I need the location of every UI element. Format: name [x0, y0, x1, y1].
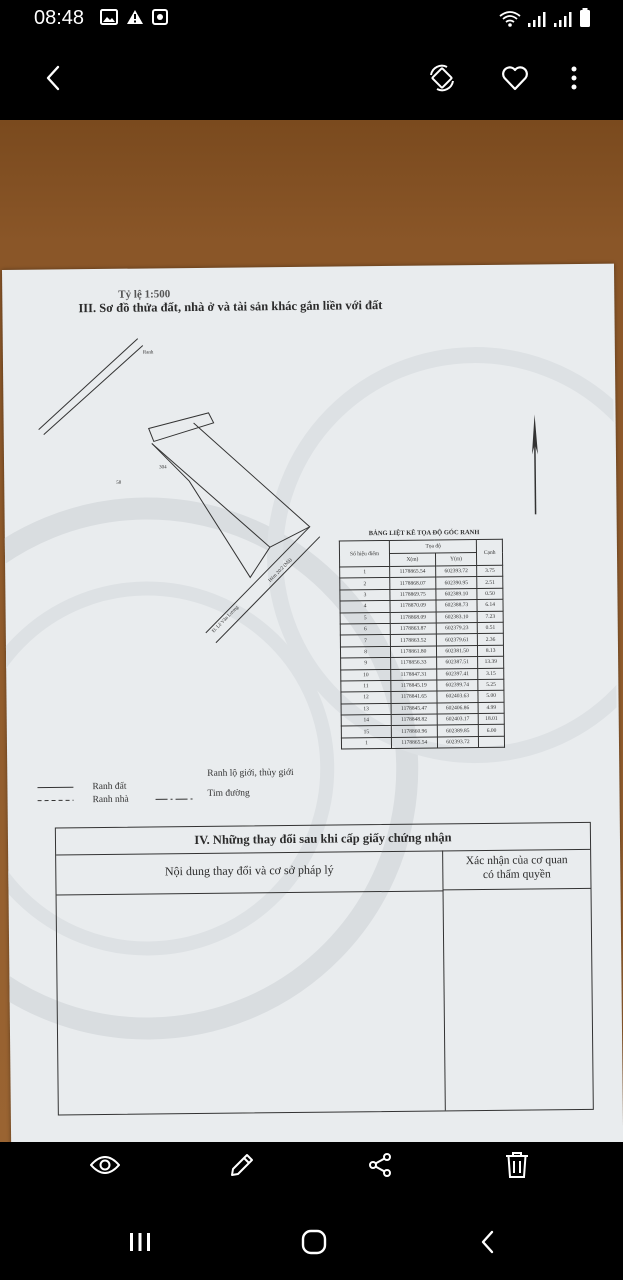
legend-lines [37, 778, 227, 810]
coord-cell-c: 0.51 [478, 622, 504, 634]
section4-title: IV. Những thay đổi sau khi cấp giấy chứng nhận [56, 823, 590, 856]
share-icon [367, 1152, 393, 1178]
wifi-icon [499, 10, 521, 28]
view-details-button[interactable] [81, 1142, 129, 1188]
coordinate-table [339, 539, 505, 750]
coord-cell-y: 602406.86 [437, 702, 479, 714]
north-arrow-icon [528, 414, 543, 514]
coord-cell-x: 1178868.09 [390, 612, 436, 624]
scale-label: Tỷ lệ 1:500 [118, 288, 171, 301]
coord-cell-c: 8.13 [478, 645, 504, 657]
coord-cell-p: 12 [341, 692, 391, 704]
coord-cell-p: 8 [340, 646, 390, 658]
section3-title: III. Sơ đồ thửa đất, nhà ở và tài sản khác gắn liền với đất [78, 298, 383, 316]
coord-cell-y: 602383.10 [436, 611, 478, 623]
coord-header-point: Số hiệu điểm [339, 540, 389, 567]
photo-viewer-image[interactable] [0, 120, 623, 1142]
legend-ranh-nha: Ranh nhà [92, 794, 129, 806]
coord-cell-c: 7.23 [477, 611, 503, 623]
coord-cell-p: 13 [341, 703, 391, 715]
plot-neighbor-label: 58 [116, 480, 122, 486]
section4-divider [443, 890, 446, 1110]
viewer-top-bar [0, 50, 623, 106]
coord-header-coords: Tọa độ [389, 540, 476, 554]
coord-cell-c: 3.75 [477, 565, 503, 577]
plot-alley-label: Hẻm 20/2 (Mã) [268, 557, 294, 584]
coord-cell-y: 602403.63 [437, 691, 479, 703]
coord-cell-p: 9 [341, 658, 391, 670]
section4-col2-line1: Xác nhận của cơ quan [465, 854, 568, 868]
status-time: 08:48 [34, 7, 85, 29]
coord-cell-p: 3 [340, 589, 390, 601]
home-button[interactable] [284, 1212, 344, 1272]
favorite-button[interactable] [491, 50, 539, 106]
coord-cell-y: 602379.61 [436, 634, 478, 646]
document-content [1, 144, 623, 1142]
coord-cell-p: 1 [341, 737, 391, 749]
coord-cell-c: 0.50 [477, 588, 503, 600]
signal-icon-1 [527, 10, 547, 28]
screenshot-notification-icon [152, 9, 168, 25]
more-options-button[interactable] [550, 50, 598, 106]
coord-cell-c: 6.00 [479, 725, 505, 737]
section4-col-confirmation [443, 849, 590, 891]
coord-cell-y: 602397.41 [436, 668, 478, 680]
coord-cell-y: 602393.72 [435, 566, 477, 578]
coord-cell-x: 1178865.54 [392, 737, 438, 749]
section4-col2-line2: có thẩm quyền [482, 868, 551, 881]
coord-cell-p: 10 [341, 669, 391, 681]
rotate-button[interactable] [418, 50, 466, 106]
coordinate-table-title: BẢNG LIỆT KÊ TỌA ĐỘ GÓC RANH [368, 529, 480, 538]
coord-cell-p: 15 [341, 726, 391, 738]
coord-cell-y: 602388.73 [436, 600, 478, 612]
system-navigation-bar [0, 1212, 623, 1272]
share-button[interactable] [356, 1142, 404, 1188]
more-vertical-icon [571, 66, 577, 90]
notification-icons [100, 9, 168, 25]
coord-cell-y: 602390.95 [435, 577, 477, 589]
coord-cell-x: 1178860.96 [391, 725, 437, 737]
coord-cell-p: 5 [340, 612, 390, 624]
coord-cell-x: 1178868.07 [390, 577, 436, 589]
coord-cell-x: 1178861.80 [391, 646, 437, 658]
coord-cell-c: 3.15 [478, 668, 504, 680]
recents-icon [128, 1231, 152, 1253]
delete-button[interactable] [493, 1142, 541, 1188]
coord-cell-x: 1178845.19 [391, 680, 437, 692]
home-icon [301, 1229, 327, 1255]
coord-cell-p: 11 [341, 680, 391, 692]
coord-cell-y: 602389.85 [437, 725, 479, 737]
back-nav-icon [480, 1230, 496, 1254]
heart-icon [501, 65, 529, 91]
legend-tim-duong: Tim đường [207, 788, 250, 799]
coord-cell-x: 1178848.82 [391, 714, 437, 726]
coord-cell-p: 14 [341, 715, 391, 727]
coord-cell-c: 2.36 [478, 634, 504, 646]
pencil-icon [229, 1152, 255, 1178]
coord-cell-c: 13.39 [478, 656, 504, 668]
coord-cell-c: 2.51 [477, 577, 503, 589]
plot-street-label: Đ. Lê Văn Lương [211, 605, 241, 635]
coord-cell-x: 1178856.33 [391, 657, 437, 669]
coord-cell-x: 1178870.09 [390, 600, 436, 612]
coord-cell-c [479, 736, 505, 748]
system-back-button[interactable] [458, 1212, 518, 1272]
coord-cell-x: 1178845.47 [391, 703, 437, 715]
status-bar [0, 0, 623, 38]
section4-table [55, 822, 594, 1116]
legend-ranh-lo-gioi: Ranh lộ giới, thủy giới [207, 767, 294, 779]
coord-header-x: X(m) [390, 553, 436, 566]
system-status-icons [499, 8, 591, 28]
arrow-left-icon [45, 65, 61, 91]
plot-parcel-label: 304 [159, 465, 167, 471]
coord-header-edge: Cạnh [477, 539, 503, 565]
coord-cell-y: 602381.50 [436, 645, 478, 657]
eye-icon [90, 1155, 120, 1175]
coord-cell-c: 6.14 [477, 599, 503, 611]
battery-icon [579, 8, 591, 28]
coord-cell-x: 1178841.65 [391, 691, 437, 703]
viewer-bottom-bar [0, 1142, 623, 1188]
coord-cell-p: 7 [340, 635, 390, 647]
edit-button[interactable] [218, 1142, 266, 1188]
coord-cell-y: 602399.74 [436, 679, 478, 691]
coord-cell-y: 602387.51 [436, 657, 478, 669]
coord-header-y: Y(m) [435, 553, 477, 566]
coord-cell-c: 5.25 [478, 679, 504, 691]
coord-cell-c: 5.00 [478, 691, 504, 703]
rotate-icon [427, 63, 457, 93]
back-button[interactable] [29, 50, 77, 106]
signal-icon-2 [553, 10, 573, 28]
coord-cell-y: 602389.10 [435, 588, 477, 600]
coord-cell-p: 6 [340, 623, 390, 635]
coord-cell-y: 602403.17 [437, 714, 479, 726]
plot-diagram [33, 332, 336, 665]
document-paper [2, 264, 623, 1142]
coord-cell-x: 1178847.31 [391, 668, 437, 680]
trash-icon [505, 1151, 529, 1179]
gallery-notification-icon [100, 9, 118, 25]
recents-button[interactable] [110, 1212, 170, 1272]
coord-cell-x: 1178863.52 [390, 634, 436, 646]
coord-cell-x: 1178869.75 [390, 589, 436, 601]
section4-col-content: Nội dung thay đổi và cơ sở pháp lý [56, 850, 443, 895]
coord-cell-c: 4.99 [478, 702, 504, 714]
coord-cell-p: 2 [340, 578, 390, 590]
coord-table-row [341, 736, 504, 749]
coord-cell-p: 4 [340, 601, 390, 613]
plot-ranh-label: Ranh [142, 350, 154, 356]
coord-cell-y: 602393.72 [437, 736, 479, 748]
coord-cell-p: 1 [340, 566, 390, 578]
coord-cell-x: 1178863.87 [390, 623, 436, 635]
legend-ranh-dat: Ranh đất [92, 781, 127, 793]
coord-cell-c: 18.01 [479, 713, 505, 725]
warning-notification-icon [126, 9, 144, 25]
coord-cell-y: 602379.23 [436, 622, 478, 634]
coord-cell-x: 1178865.54 [390, 566, 436, 578]
